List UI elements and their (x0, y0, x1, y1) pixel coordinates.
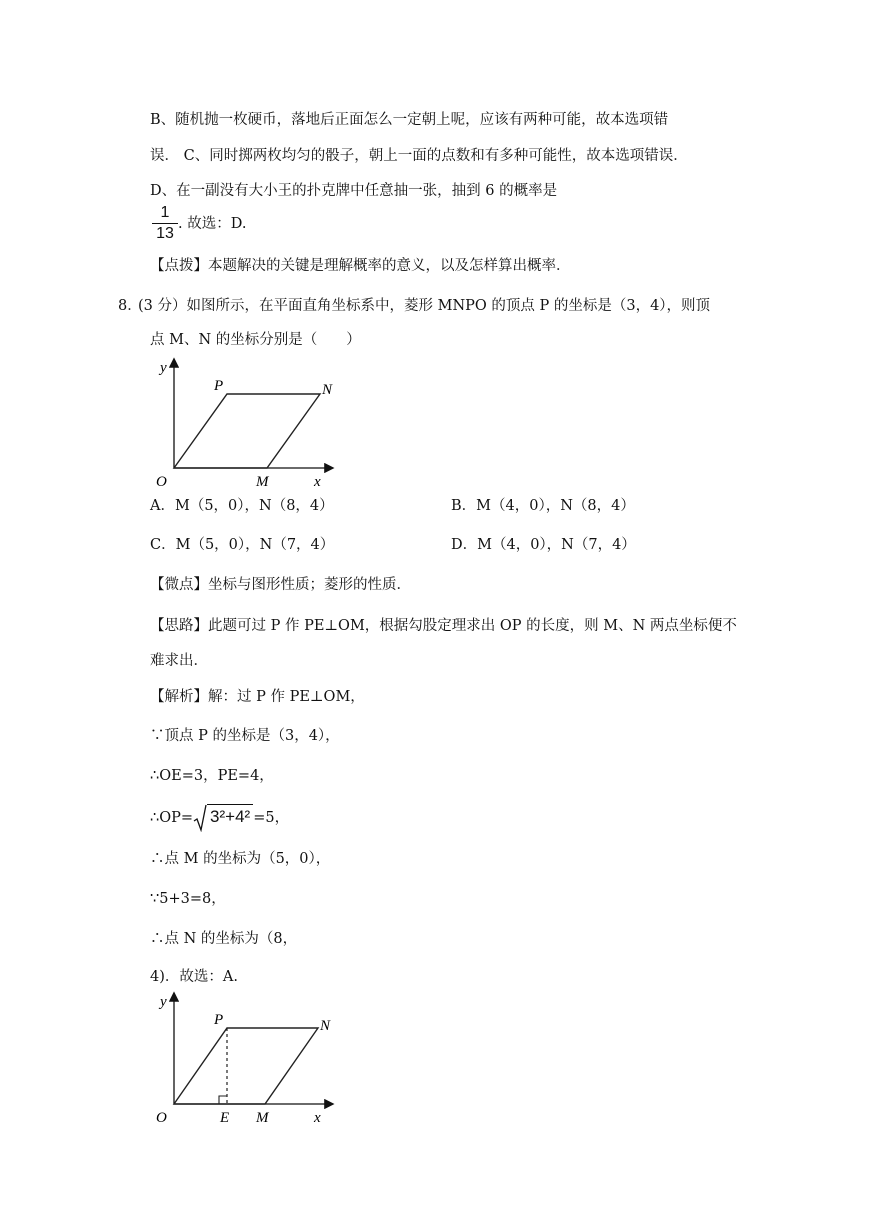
solution-line7: ∴点 N 的坐标为（8， (150, 931, 298, 947)
prev-solution-tip: 【点拨】本题解决的关键是理解概率的意义，以及怎样算出概率． (150, 258, 571, 274)
point-p-label: P (214, 378, 224, 394)
point-m-label: M (256, 474, 269, 490)
solution-line5: ∴点 M 的坐标为（5，0）， (150, 851, 331, 867)
right-angle-mark (219, 1096, 227, 1104)
y-axis-label: y (160, 994, 167, 1010)
question-number: 8． (118, 298, 142, 314)
solution-line3: ∴OE=3，PE=4， (150, 768, 274, 784)
solution-line6: ∵5+3=8， (150, 891, 226, 907)
prev-solution-line-d2: . 故选：D. (178, 216, 247, 232)
rhombus-mnpo (174, 394, 320, 468)
prev-solution-line-d1: D、在一副没有大小王的扑克牌中任意抽一张，抽到 6 的概率是 (150, 183, 558, 199)
fraction-bar (152, 223, 178, 224)
fraction-one-thirteenth (152, 204, 178, 243)
question-stem-line1: (3 分）如图所示，在平面直角坐标系中，菱形 MNPO 的顶点 P 的坐标是（3，4），则顶 (138, 298, 711, 314)
rhombus-figure-1 (148, 356, 348, 492)
solution-line4-suffix: =5， (253, 810, 290, 826)
x-axis-label: x (314, 474, 321, 490)
prev-solution-line-b2: 误． C、同时掷两枚均匀的骰子，朝上一面的点数和有多种可能性，故本选项错误． (150, 148, 688, 164)
option-d: D．M（4，0），N（7，4） (451, 537, 636, 553)
sqrt-radical-sign (193, 804, 207, 832)
point-o-label: O (156, 1110, 167, 1126)
rhombus-figure-2 (148, 990, 348, 1126)
point-n-label: N (320, 1018, 331, 1034)
fraction-denominator: 13 (156, 225, 174, 242)
point-o-label: O (156, 474, 167, 490)
point-e-label: E (220, 1110, 230, 1126)
point-m-label: M (256, 1110, 269, 1126)
option-c: C．M（5，0），N（7，4） (150, 537, 335, 553)
rhombus-mnpo (174, 1028, 318, 1104)
solution-line4 (150, 804, 289, 832)
solution-line4-prefix: ∴OP= (150, 810, 194, 826)
solution-line1: 【解析】解：过 P 作 PE⊥OM， (150, 689, 365, 705)
solution-line2: ∵顶点 P 的坐标是（3，4）， (150, 728, 340, 744)
point-n-label: N (322, 382, 333, 398)
prev-solution-line-b1: B、随机抛一枚硬币，落地后正面怎么一定朝上呢，应该有两种可能，故本选项错 (150, 112, 669, 128)
point-p-label: P (214, 1012, 224, 1028)
y-axis-label: y (160, 360, 167, 376)
solution-line8: 4)．故选：A. (150, 969, 238, 985)
sqrt-expression (193, 804, 253, 832)
idea-line2: 难求出． (150, 653, 208, 669)
fraction-numerator: 1 (160, 204, 170, 221)
knowledge-point: 【微点】坐标与图形性质；菱形的性质． (150, 577, 411, 593)
idea-line1: 【思路】此题可过 P 作 PE⊥OM，根据勾股定理求出 OP 的长度，则 M、N 两点坐标便不 (150, 618, 737, 634)
x-axis-label: x (314, 1110, 321, 1126)
option-b: B．M（4，0），N（8，4） (451, 498, 635, 514)
sqrt-argument: 3²+4² (207, 804, 253, 827)
option-a: A．M（5，0），N（8，4） (150, 498, 334, 514)
question-stem-line2: 点 M、N 的坐标分别是（ ） (150, 332, 361, 348)
